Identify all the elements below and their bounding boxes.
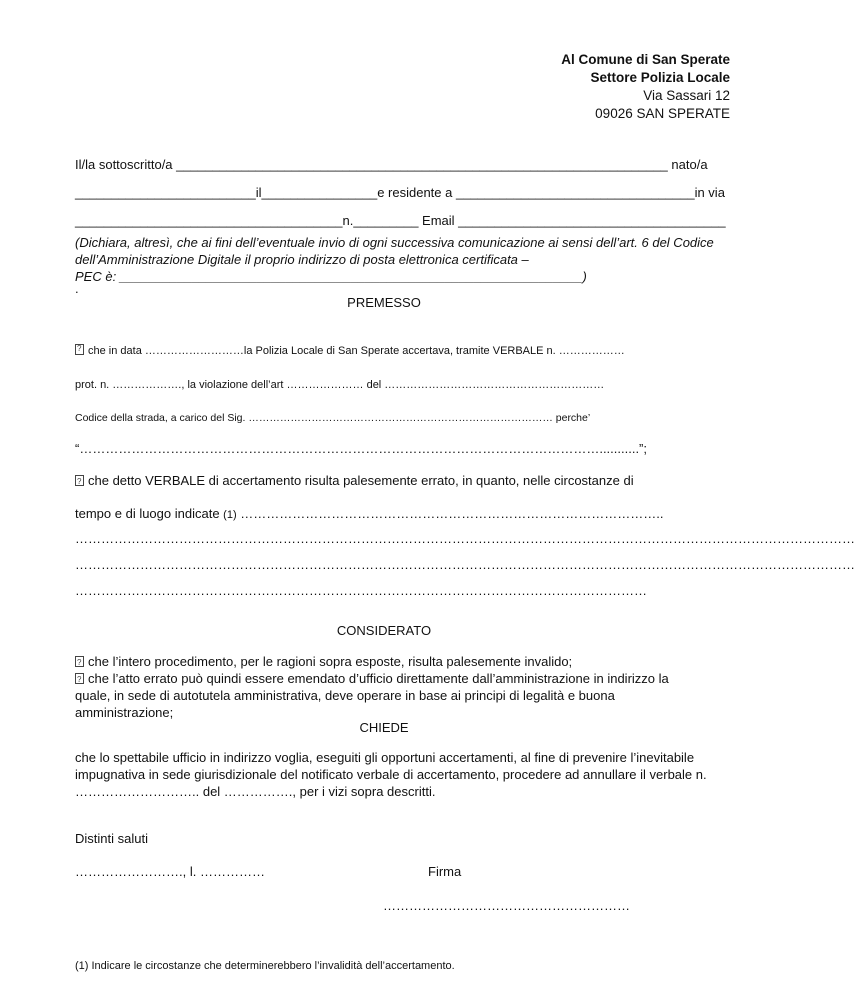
- dots-line-2: ………………………………………………………………………………………………………………………………………………………………: [75, 557, 855, 572]
- checkbox-icon: [75, 344, 84, 355]
- premesso-line-2: prot. n. ………………., la violazione dell’art ………………… del ……………………………………………………: [75, 379, 605, 391]
- checkbox-icon: [75, 475, 84, 486]
- pec-declaration-2: dell’Amministrazione Digitale il proprio indirizzo di posta elettronica certificata –: [75, 252, 529, 267]
- considerato-line-1: ?che l’intero procedimento, per le ragioni sopra esposte, risulta palesemente invalido;: [75, 653, 572, 670]
- place-date-field: ……………………., l. ……………: [75, 864, 265, 879]
- salutation: Distinti saluti: [75, 831, 148, 846]
- dots-line-1: ………………………………………………………………………………………………………………………………………………………………: [75, 531, 855, 546]
- recipient-line-3: Via Sassari 12: [643, 88, 730, 103]
- signature-line: …………………………………………………: [383, 898, 630, 913]
- dots-line-3: ……………………………………………………………………………………………………………………: [75, 583, 647, 598]
- signature-label: Firma: [428, 864, 462, 879]
- premesso-line-3: Codice della strada, a carico del Sig. …………………………………………………………………………… perche’: [75, 412, 591, 424]
- form-line-birth: _________________________il________________e residente a _________________________________in via: [75, 185, 725, 200]
- stray-dot: .: [75, 281, 79, 296]
- form-line-name: Il/la sottoscritto/a ____________________________________________________________________ nato/a: [75, 157, 708, 172]
- heading-premesso: PREMESSO: [347, 295, 421, 310]
- checkbox-icon: [75, 656, 84, 667]
- checkbox-icon: [75, 673, 84, 684]
- premesso-line-5: ?che detto VERBALE di accertamento risulta palesemente errato, in quanto, nelle circostanze di: [75, 472, 634, 489]
- form-line-address: _____________________________________n._________ Email _____________________________________: [75, 213, 726, 228]
- heading-chiede: CHIEDE: [359, 720, 409, 735]
- recipient-line-1: Al Comune di San Sperate: [561, 52, 730, 67]
- footnote-ref: (1): [223, 509, 237, 521]
- considerato-line-2: ?che l’atto errato può quindi essere emendato d’ufficio direttamente dall’amministrazione in indirizzo la quale, in sede di autotutela amministrativa, deve operare in base ai principi di legalità e buona amministrazione;: [75, 670, 695, 721]
- heading-considerato: CONSIDERATO: [336, 623, 432, 638]
- chiede-text: che lo spettabile ufficio in indirizzo voglia, eseguiti gli opportuni accertamenti, al fine di prevenire l’inevitabile impugnativa in sede giurisdizionale del notificato verbale di accertamento, procedere ad annullare il verbale n. ……………………….. del ……………., per i vizi sopra descritti.: [75, 750, 707, 799]
- premesso-line-1: ?che in data ………………………la Polizia Locale di San Sperate accertava, tramite VERBALE n. ………………: [75, 344, 625, 358]
- pec-declaration-1: (Dichiara, altresì, che ai fini dell’eventuale invio di ogni successiva comunicazione ai sensi dell’art. 6 del Codice: [75, 235, 714, 250]
- pec-declaration-3: PEC è: ________________________________________________________________): [75, 269, 587, 284]
- premesso-quote: “…………………………………………………………………………………………………………...........”;: [75, 441, 647, 456]
- footnote: (1) Indicare le circostanze che determinerebbero l’invalidità dell’accertamento.: [75, 960, 455, 972]
- recipient-line-4: 09026 SAN SPERATE: [595, 106, 730, 121]
- premesso-line-6: tempo e di luogo indicate (1) ……………………………………………………………………………………..: [75, 506, 664, 521]
- recipient-line-2: Settore Polizia Locale: [590, 70, 730, 85]
